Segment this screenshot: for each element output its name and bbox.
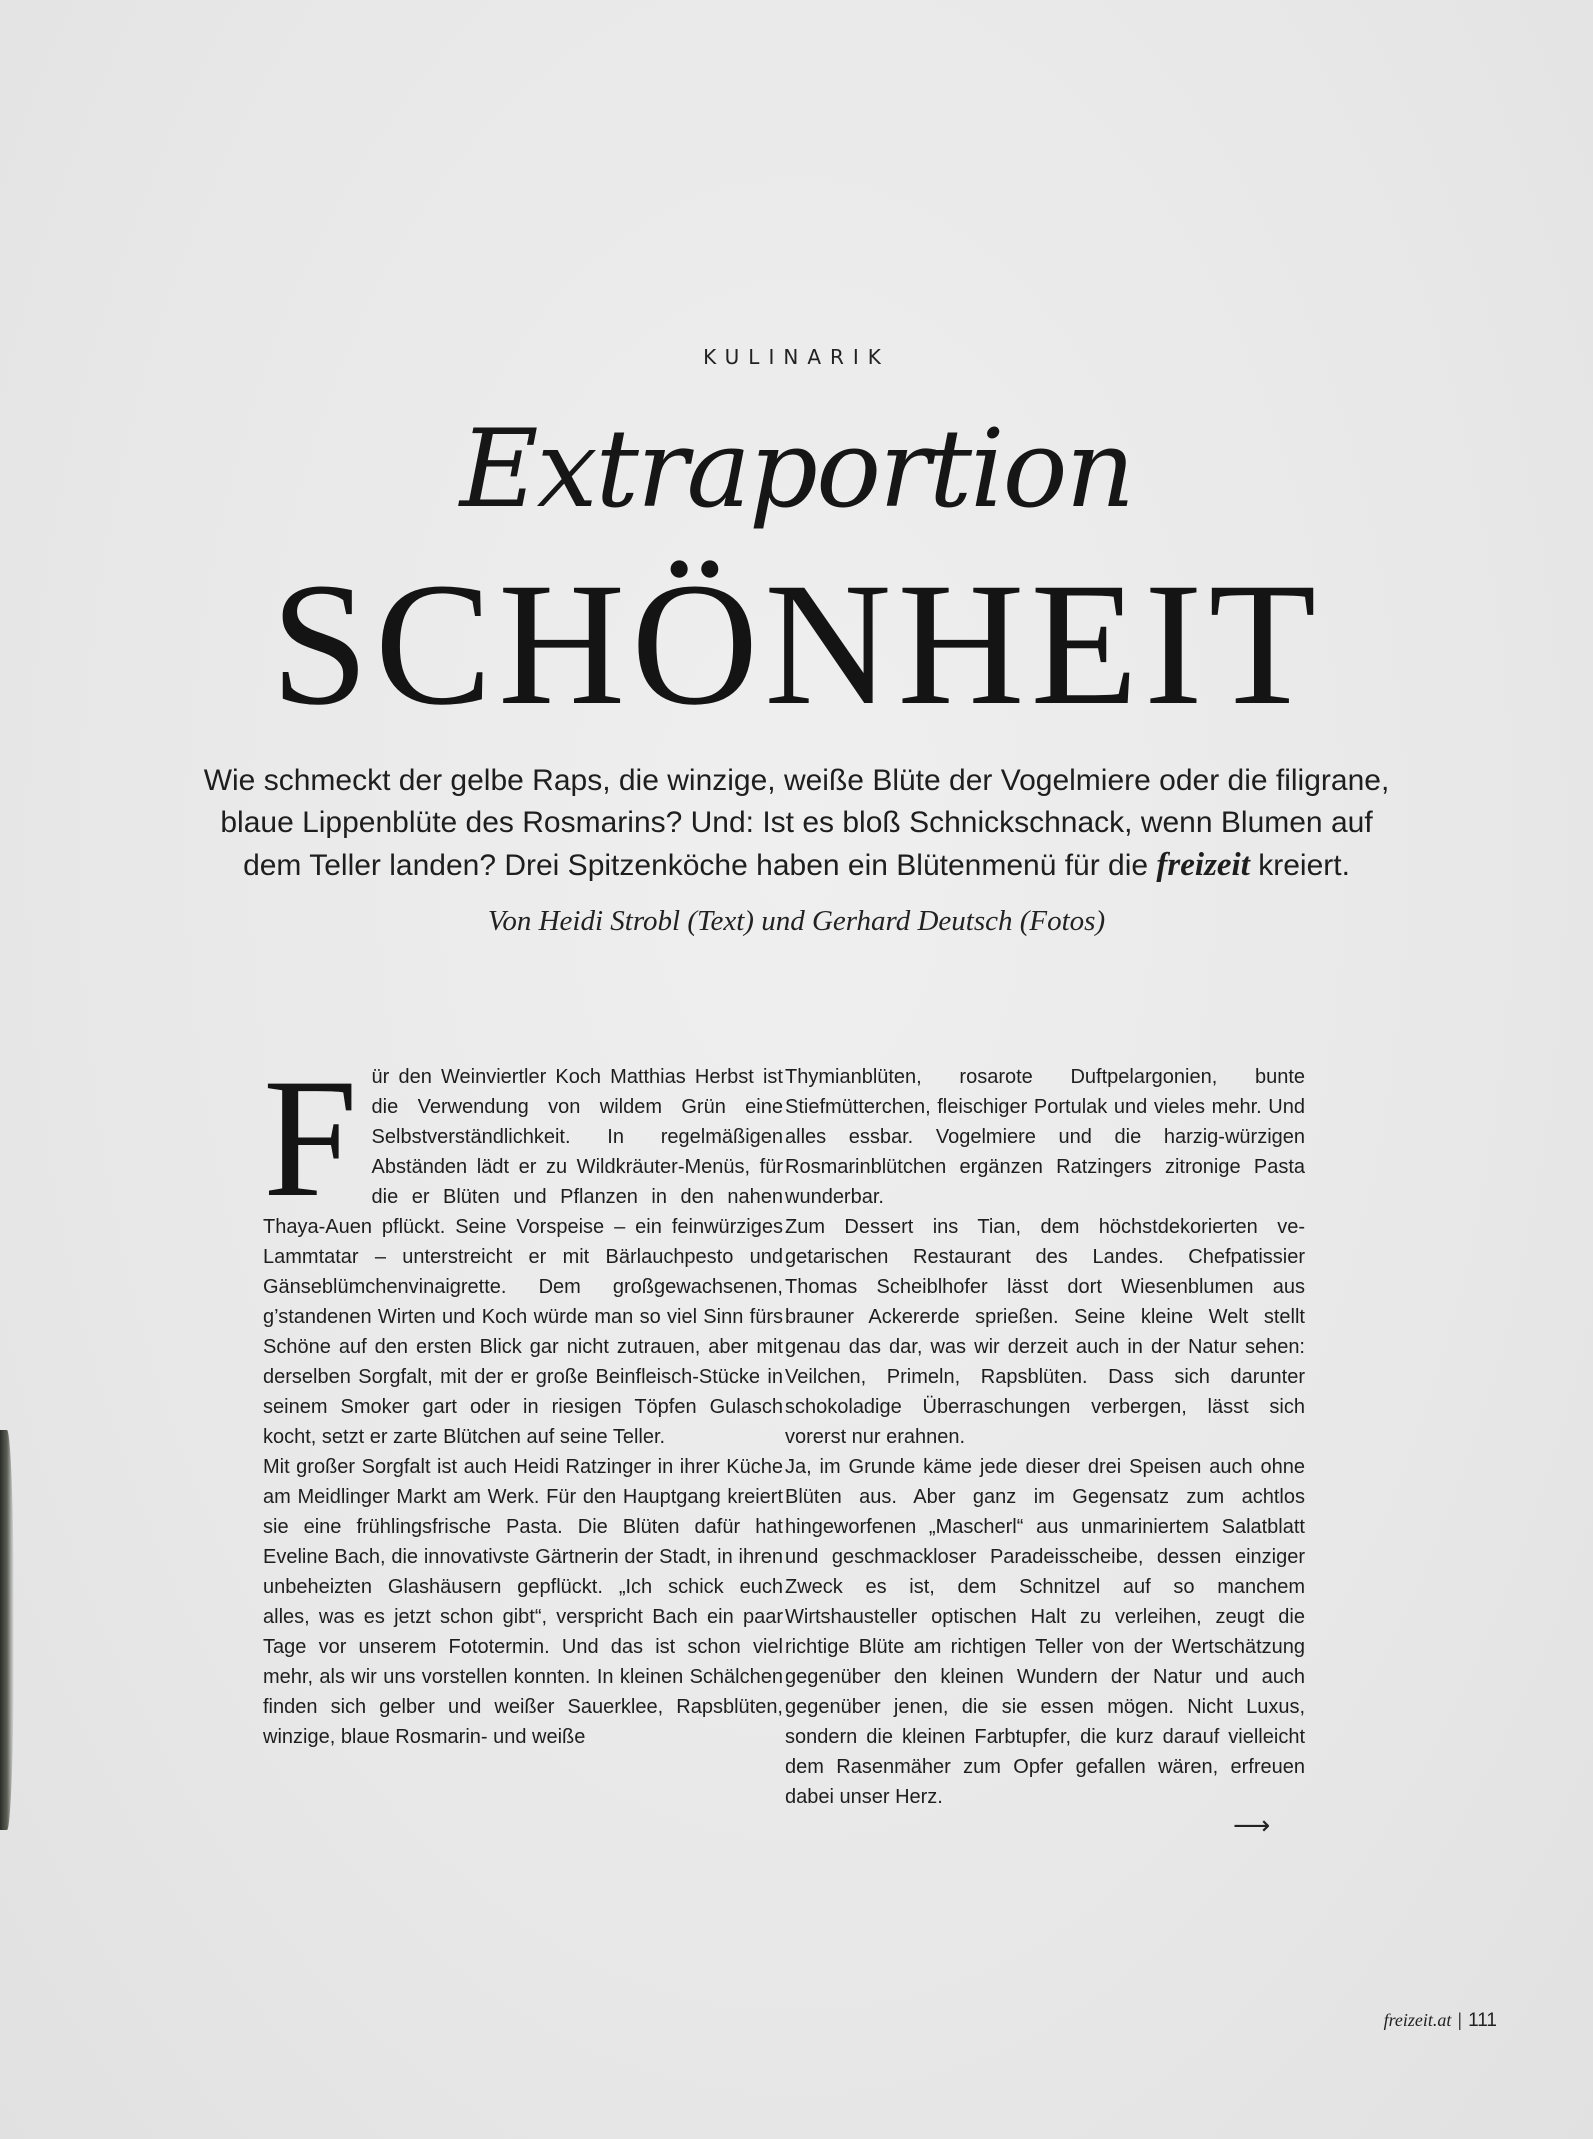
body-paragraph: Ja, im Grunde käme jede dieser drei Speisen auch ohne Blüten aus. Aber ganz im Gegensatz zum achtlos hingeworfenen „Mascherl“ aus unmariniertem Salatblatt und geschmackloser Paradeisscheibe, dessen einziger Zweck es ist, dem Schnitzel auf so manchem Wirtshausteller optischen Halt zu verleihen, zeugt die richtige Blüte am richtigen Teller von der Wertschätzung gegenüber den kleinen Wundern der Natur und auch gegenüber jenen, die sie essen mögen. Nicht Luxus, sondern die kleinen Farbtupfer, die kurz darauf vielleicht dem Rasenmäher zum Opfer gefallen wären, erfreuen dabei unser Herz. [785,1456,1305,1808]
body-paragraph: Thymianblüten, rosarote Duftpelargonien, bunte Stiefmütterchen, fleischiger Portulak und vieles mehr. Und alles essbar. Vogelmiere und die harzig-würzigen Rosmarinblütchen ergänzen Ratzingers zitronige Pasta wunderbar. [785,1066,1305,1208]
body-paragraph: Mit großer Sorgfalt ist auch Heidi Ratzinger in ihrer Küche am Meidlinger Markt am Werk. Für den Hauptgang kreiert sie eine frühlingsfrische Pasta. Die Blüten dafür hat Eveline Bach, die innovativste Gärtnerin der Stadt, in ihren unbeheizten Glashäusern gepflückt. „Ich schick euch alles, was es jetzt schon gibt“, verspricht Bach ein paar Tage vor unserem Fototermin. Und das ist schon viel mehr, als wir uns vorstellen konnten. In kleinen Schälchen finden sich gelber und weißer Sauerklee, Rapsblüten, winzige, blaue Rosmarin- und weiße [263,1456,783,1748]
lead-paragraph [190,760,1403,887]
page-number: 111 [1468,2010,1497,2031]
lead-text-before: Wie schmeckt der gelbe Raps, die winzige, weiße Blüte der Vogelmiere oder die filigrane, blaue Lippenblüte des Rosmarins? Und: Ist es bloß Schnickschnack, wenn Blumen auf dem Teller landen? Drei Spitzenköche haben ein Blütenmenü für die [203,764,1390,882]
body-paragraph: Zum Dessert ins Tian, dem höchstdekorierten vegetarischen Restaurant des Landes. Chefpatissier Thomas Scheiblhofer lässt dort Wiesenblumen aus brauner Ackererde sprießen. Seine kleine Welt stellt genau das dar, was wir derzeit auch in der Natur sehen: Veilchen, Primeln, Rapsblüten. Dass sich darunter schokoladige Überraschungen verbergen, lässt sich vorerst nur erahnen. [785,1216,1305,1448]
section-kicker: KULINARIK [703,345,890,369]
lead-text-after: kreiert. [1249,849,1350,882]
footer-separator: | [1457,2010,1463,2030]
continue-arrow-icon[interactable]: ⟶ [1233,1811,1271,1841]
lead-brand: freizeit [1156,847,1250,883]
title-line-1: Extraportion [459,407,1134,532]
article-column-right [785,1062,1305,1812]
drop-cap: F [263,1044,358,1232]
body-paragraph [263,1044,783,1452]
title-line-2: SCHÖNHEIT [270,547,1323,742]
page-edge-shadow [0,1430,14,1830]
body-text: ür den Weinviertler Koch Matthias Herbst ist die Verwendung von wildem Grün eine Selbstverständlichkeit. In regelmäßigen Abständen lädt er zu Wildkräuter-Menüs, für die er Blüten und Pflanzen in den nahen Thaya-Auen pflückt. Seine Vorspeise – ein feinwürziges Lammtatar – unterstreicht er mit Bärlauchpesto und Gänseblümchenvinaigrette. Dem großgewachsenen, g’standenen Wirten und Koch würde man so viel Sinn fürs Schöne auf den ersten Blick gar nicht zutrauen, aber mit derselben Sorgfalt, mit der er große Beinfleisch-Stücke in seinem Smoker gart oder in riesigen Töpfen Gulasch kocht, setzt er zarte Blütchen auf seine Teller. [263,1066,783,1448]
byline: Von Heidi Strobl (Text) und Gerhard Deutsch (Fotos) [487,905,1106,937]
page-footer [1384,2010,1497,2032]
article-column-left [263,1044,783,1752]
footer-site[interactable]: freizeit.at [1383,2010,1452,2030]
